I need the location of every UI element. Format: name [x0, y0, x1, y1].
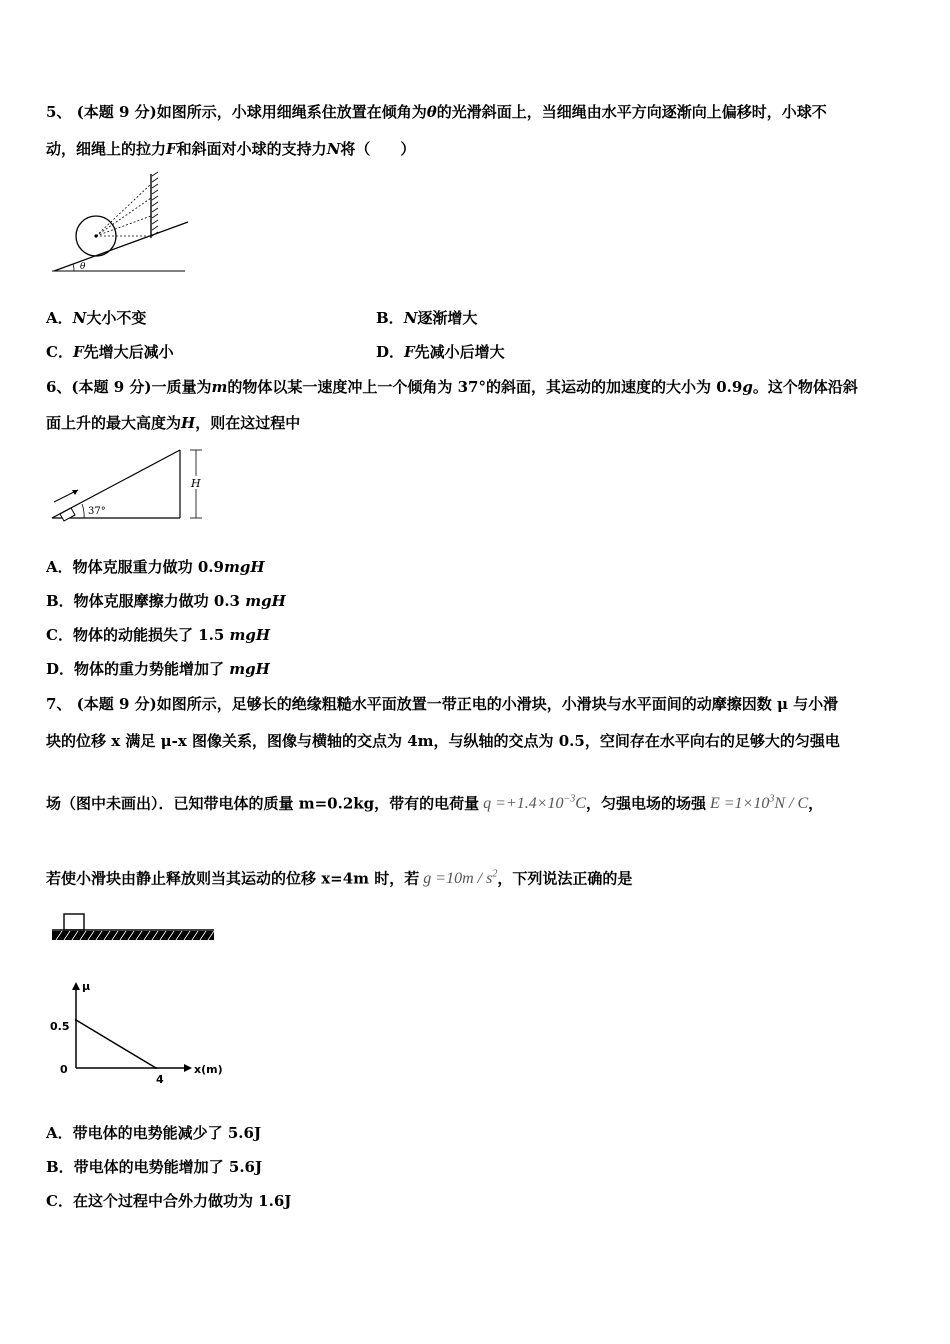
- formula-exp: 2: [492, 869, 498, 880]
- q7-field-formula: [710, 795, 808, 812]
- q5-theta: θ: [426, 103, 437, 121]
- q5-text: 将（ ）: [340, 140, 416, 158]
- formula-base: g =10m / s: [423, 870, 493, 888]
- option-var: N: [403, 309, 418, 327]
- graph-x-tick-label: 4: [156, 1073, 164, 1086]
- q5-option-c[interactable]: [46, 342, 174, 362]
- option-text: A．物体克服重力做功 0.9: [46, 558, 224, 576]
- q5-F: F: [166, 140, 177, 158]
- option-var: mgH: [229, 626, 271, 644]
- graph-axes: [72, 982, 192, 1072]
- formula-unit: N / C: [774, 795, 809, 813]
- option-text: B．物体克服摩擦力做功 0.3: [46, 592, 246, 610]
- q7-option-c[interactable]: C．在这个过程中合外力做功为 1.6J: [46, 1192, 292, 1210]
- graph-x-axis-arrow: [184, 1064, 192, 1072]
- formula-base: q =+1.4×10: [483, 795, 564, 813]
- q7-line4: [46, 865, 632, 889]
- option-text: 先增大后减小: [83, 343, 174, 361]
- q5-text: 和斜面对小球的支持力: [176, 140, 327, 158]
- q6-option-a[interactable]: [46, 557, 265, 577]
- option-text: 先减小后增大: [414, 343, 505, 361]
- q7-option-a[interactable]: A．带电体的电势能减少了 5.6J: [46, 1124, 262, 1142]
- q5-fig-theta-label: θ: [80, 262, 86, 272]
- q7-line2: 块的位移 x 满足 μ-x 图像关系，图像与横轴的交点为 4m，与纵轴的交点为 0.5，空间存在水平向右的足够大的匀强电: [46, 732, 840, 750]
- formula-exp: −3: [563, 794, 576, 805]
- q7-mu-x-graph: [46, 978, 226, 1088]
- q5-text: 5、 (本题 9 分)如图所示，小球用细绳系住放置在倾角为: [46, 103, 427, 121]
- q5-N: N: [326, 140, 341, 158]
- option-key: D．: [376, 343, 405, 361]
- option-text: 逐渐增大: [417, 309, 478, 327]
- option-var: N: [72, 309, 87, 327]
- q5-text: 动，细绳上的拉力: [46, 140, 167, 158]
- q6-text: 6、(本题 9 分)一质量为: [46, 378, 212, 396]
- option-text: 大小不变: [86, 309, 147, 327]
- q7-figure-slider-surface: [50, 910, 218, 946]
- q6-H: H: [181, 414, 196, 432]
- q5-line2: [46, 139, 415, 159]
- graph-mu-line: [76, 1020, 156, 1068]
- formula-unit: C: [575, 795, 586, 813]
- q7-option-b[interactable]: B．带电体的电势能增加了 5.6J: [46, 1158, 263, 1176]
- q6-option-d[interactable]: [46, 659, 270, 679]
- q7-charge-formula: [483, 795, 586, 812]
- q7-text: ，匀强电场的场强: [585, 794, 706, 813]
- q6-line2: [46, 413, 300, 433]
- q6-text: 。这个物体沿斜: [752, 378, 858, 396]
- option-key: C．: [46, 343, 73, 361]
- q5-figure-incline-ball: [50, 170, 190, 276]
- q6-text: 面上升的最大高度为: [46, 414, 182, 432]
- graph-y-tick-label: 0.5: [50, 1020, 70, 1033]
- q6-g: g: [742, 378, 753, 396]
- option-key: A．: [46, 309, 73, 327]
- q5-option-b[interactable]: [376, 308, 477, 328]
- formula-base: E =1×10: [709, 795, 770, 813]
- q5-option-d[interactable]: [376, 342, 505, 362]
- q5-option-a[interactable]: [46, 308, 146, 328]
- option-text: C．物体的动能损失了 1.5: [46, 626, 230, 644]
- graph-y-axis-arrow: [72, 982, 80, 990]
- graph-x-axis-label: x(m): [194, 1063, 223, 1076]
- q7-line1: 7、 (本题 9 分)如图所示，足够长的绝缘粗糙水平面放置一带正电的小滑块，小滑块与水平面间的动摩擦因数 μ 与小滑: [46, 695, 839, 713]
- option-var: mgH: [223, 558, 265, 576]
- q6-option-b[interactable]: [46, 591, 286, 611]
- q7-text: ，下列说法正确的是: [497, 869, 633, 888]
- q7-gravity-formula: [423, 870, 497, 887]
- q7-text: ，: [808, 794, 824, 813]
- q5-line1: [46, 102, 827, 122]
- q6-m: m: [211, 378, 228, 396]
- graph-origin-label: 0: [60, 1063, 68, 1076]
- option-var: F: [404, 343, 415, 361]
- graph-point: [75, 1019, 77, 1021]
- q6-fig-angle-label: 37°: [88, 506, 106, 517]
- q5-text: 的光滑斜面上，当细绳由水平方向逐渐向上偏移时，小球不: [436, 103, 827, 121]
- option-key: B．: [376, 309, 404, 327]
- q6-figure-incline-block: [48, 444, 208, 524]
- q7-text: 若使小滑块由静止释放则当其运动的位移 x=4m 时，若: [46, 869, 420, 888]
- q6-line1: [46, 377, 858, 397]
- graph-y-axis-label: μ: [82, 980, 91, 993]
- formula-exp: 3: [769, 794, 775, 805]
- q7-line3: [46, 790, 823, 814]
- q6-fig-H-label: H: [191, 477, 201, 490]
- q6-text: ，则在这过程中: [195, 414, 301, 432]
- graph-plot: [75, 1019, 157, 1069]
- option-text: D．物体的重力势能增加了: [46, 660, 230, 678]
- graph-point: [155, 1067, 157, 1069]
- option-var: mgH: [245, 592, 286, 610]
- q7-text: 场（图中未画出）．已知带电体的质量 m=0.2kg，带有的电荷量: [46, 794, 480, 813]
- option-var: F: [72, 343, 84, 361]
- q6-text: 的物体以某一速度冲上一个倾角为 37°的斜面，其运动的加速度的大小为 0.9: [227, 378, 743, 396]
- option-var: mgH: [229, 660, 270, 678]
- q6-option-c[interactable]: [46, 625, 270, 645]
